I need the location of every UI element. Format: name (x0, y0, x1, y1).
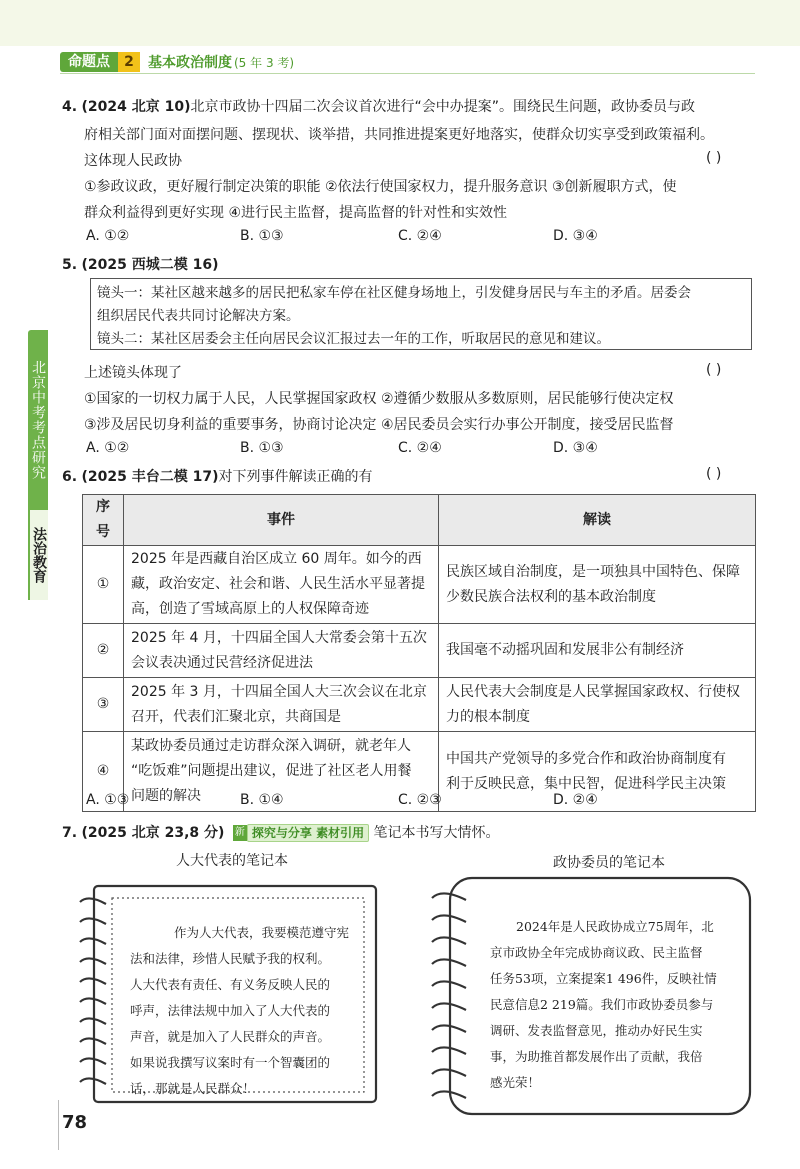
notebook2-line: 京市政协全年完成协商议政、民主监督 (490, 945, 703, 960)
q4-line-1 (62, 96, 695, 116)
notebook2-text (490, 914, 717, 1096)
reading-line: 我国毫不动摇巩固和发展非公有制经济 (446, 642, 684, 658)
q4-text-1: 北京市政协十四届二次会议首次进行“会中办提案”。围绕民生问题，政协委员与政 (190, 99, 696, 115)
q6-stem: 对下列事件解读正确的有 (218, 469, 373, 485)
q5-header (62, 254, 219, 274)
q5-quote-line-2: 组织居民代表共同讨论解决方案。 (97, 308, 300, 324)
event-cell (124, 546, 439, 624)
notebook1-title: 人大代表的笔记本 (176, 853, 288, 869)
event-line: 召开，代表们汇聚北京，共商国是 (131, 708, 341, 725)
page-number: 78 (62, 1112, 88, 1133)
q4-source: (2024 北京 10) (81, 99, 191, 115)
side-tab-section: 北京中考考点研究 (28, 330, 48, 510)
notebook1-line: 话，那就是人民群众！ (130, 1081, 256, 1096)
q7-source: (2025 北京 23,8 分) (81, 825, 225, 841)
notebook2-line: 事，为助推首都发展作出了贡献，我倍 (490, 1049, 703, 1064)
topic-title: 基本政治制度 (148, 55, 232, 71)
q5-source: (2025 西城二模 16) (81, 257, 219, 273)
reading-line: 中国共产党领导的多党合作和政治协商制度有 (446, 750, 726, 767)
row-number: ① (83, 546, 124, 624)
q4-option-a: A. ①② (86, 228, 130, 244)
q6-option-a: A. ①③ (86, 792, 130, 808)
event-cell (124, 624, 439, 678)
reading-line: 少数民族合法权利的基本政治制度 (446, 588, 656, 605)
reading-line: 力的根本制度 (446, 708, 530, 725)
notebook2-line: 任务53项，立案提案1 496件，反映社情 (490, 971, 717, 986)
table-row (83, 624, 756, 678)
reading-line: 利于反映民意，集中民智，促进科学民主决策 (446, 775, 726, 792)
event-line: 2025 年 3 月，十四届全国人大三次会议在北京 (131, 683, 427, 700)
notebook2-line: 调研、发表监督意见，推动办好民生实 (490, 1023, 703, 1038)
row-number: ③ (83, 678, 124, 732)
q4-option-c: C. ②④ (398, 228, 442, 244)
topic-number: 2 (118, 52, 140, 72)
reading-line: 民族区域自治制度，是一项独具中国特色、保障 (446, 563, 740, 580)
q5-number: 5. (62, 257, 78, 273)
notebook1-line: 如果说我撰写议案时有一个智囊团的 (130, 1055, 331, 1070)
notebook2-line: 感光荣！ (490, 1075, 541, 1090)
q4-option-d: D. ③④ (553, 228, 598, 244)
table-row (83, 546, 756, 624)
q7-number: 7. (62, 825, 78, 841)
q5-option-d: D. ③④ (553, 440, 598, 456)
q6-header (62, 466, 373, 486)
event-line: 藏，政治安定、社会和谐、人民生活水平显著提 (131, 576, 425, 592)
q7-header (62, 822, 500, 842)
q6-source: (2025 丰台二模 17) (81, 469, 219, 485)
q5-quote-line-1: 镜头一：某社区越来越多的居民把私家车停在社区健身场地上，引发健身居民与车主的矛盾。居委会 (97, 285, 691, 301)
notebook1-line: 呼声，法律法规中加入了人大代表的 (130, 1003, 331, 1018)
reading-line: 人民代表大会制度是人民掌握国家政权、行使权 (446, 683, 740, 700)
row-number: ② (83, 624, 124, 678)
q5-option-b: B. ①③ (240, 440, 284, 456)
page-margin-mark (58, 1100, 59, 1150)
topic-divider (60, 73, 755, 74)
q7-tag: 探究与分享 素材引用 (247, 824, 369, 842)
q5-answer-paren: ( ) (706, 362, 722, 378)
new-badge-icon: 新 (233, 825, 247, 841)
q4-answer-paren: ( ) (706, 150, 722, 166)
table-header-reading: 解读 (439, 495, 756, 546)
notebook2-line: 民意信息2 219篇。我们市政协委员参与 (490, 997, 714, 1012)
notebook1-line: 法和法律，珍惜人民赋予我的权利。 (130, 951, 331, 966)
q5-statement-1: ①国家的一切权力属于人民，人民掌握国家政权 ②遵循少数服从多数原则，居民能够行使决定权 (84, 391, 674, 407)
event-line: 问题的解决 (131, 788, 201, 804)
event-line: 2025 年是西藏自治区成立 60 周年。如今的西 (131, 551, 422, 567)
q4-number: 4. (62, 99, 78, 115)
reading-cell (439, 624, 756, 678)
top-band (0, 0, 800, 46)
q6-option-d: D. ②④ (553, 792, 598, 808)
q4-option-b: B. ①③ (240, 228, 284, 244)
event-line: 会议表决通过民营经济促进法 (131, 654, 313, 671)
notebook2-line: 2024年是人民政协成立75周年，北 (516, 919, 714, 934)
notebook1-line: 声音，就是加入了人民群众的声音。 (130, 1029, 331, 1044)
table-header-row (83, 495, 756, 546)
notebook2-title: 政协委员的笔记本 (553, 855, 665, 871)
q5-quote-line-3: 镜头二：某社区居委会主任向居民会议汇报过去一年的工作，听取居民的意见和建议。 (97, 331, 610, 347)
side-tab-subject: 法治教育 (28, 510, 48, 600)
event-line: “吃饭难”问题提出建议，促进了社区老人用餐 (131, 763, 412, 779)
topic-header (60, 52, 294, 72)
notebook1-line: 人大代表有责任、有义务反映人民的 (130, 977, 331, 992)
table-row (83, 678, 756, 732)
q4-statement-1: ①参政议政，更好履行制定决策的职能 ②依法行使国家权力，提升服务意识 ③创新履职方式，使 (84, 179, 677, 195)
table-header-event: 事件 (124, 495, 439, 546)
q6-option-b: B. ①④ (240, 792, 284, 808)
table-header-no: 序号 (83, 495, 124, 546)
q5-stem: 上述镜头体现了 (84, 365, 182, 381)
topic-label: 命题点 (60, 52, 118, 72)
topic-subtitle: (5 年 3 考) (234, 55, 295, 70)
q5-option-a: A. ①② (86, 440, 130, 456)
q5-quote-box (90, 278, 752, 350)
q4-text-3: 这体现人民政协 (84, 153, 182, 169)
event-line: 某政协委员通过走访群众深入调研，就老年人 (131, 738, 411, 754)
row-number: ④ (83, 732, 124, 812)
q6-answer-paren: ( ) (706, 466, 722, 482)
q6-event-table (82, 494, 756, 812)
q5-option-c: C. ②④ (398, 440, 442, 456)
q6-option-c: C. ②③ (398, 792, 442, 808)
reading-cell (439, 678, 756, 732)
q4-statement-2: 群众利益得到更好实现 ④进行民主监督，提高监督的针对性和实效性 (84, 205, 507, 221)
notebook1-text (130, 920, 349, 1102)
q6-number: 6. (62, 469, 78, 485)
event-line: 高，创造了雪域高原上的人权保障奇迹 (131, 601, 369, 617)
q7-stem: 笔记本书写大情怀。 (373, 825, 500, 841)
notebook1-line: 作为人大代表，我要模范遵守宪 (174, 925, 350, 940)
q4-text-2: 府相关部门面对面摆问题、摆现状、谈举措，共同推进提案更好地落实，使群众切实享受到政策福利。 (84, 127, 714, 143)
event-cell (124, 678, 439, 732)
q5-statement-2: ③涉及居民切身利益的重要事务，协商讨论决定 ④居民委员会实行办事公开制度，接受居民监督 (84, 417, 674, 433)
event-line: 2025 年 4 月，十四届全国人大常委会第十五次 (131, 629, 427, 646)
reading-cell (439, 546, 756, 624)
